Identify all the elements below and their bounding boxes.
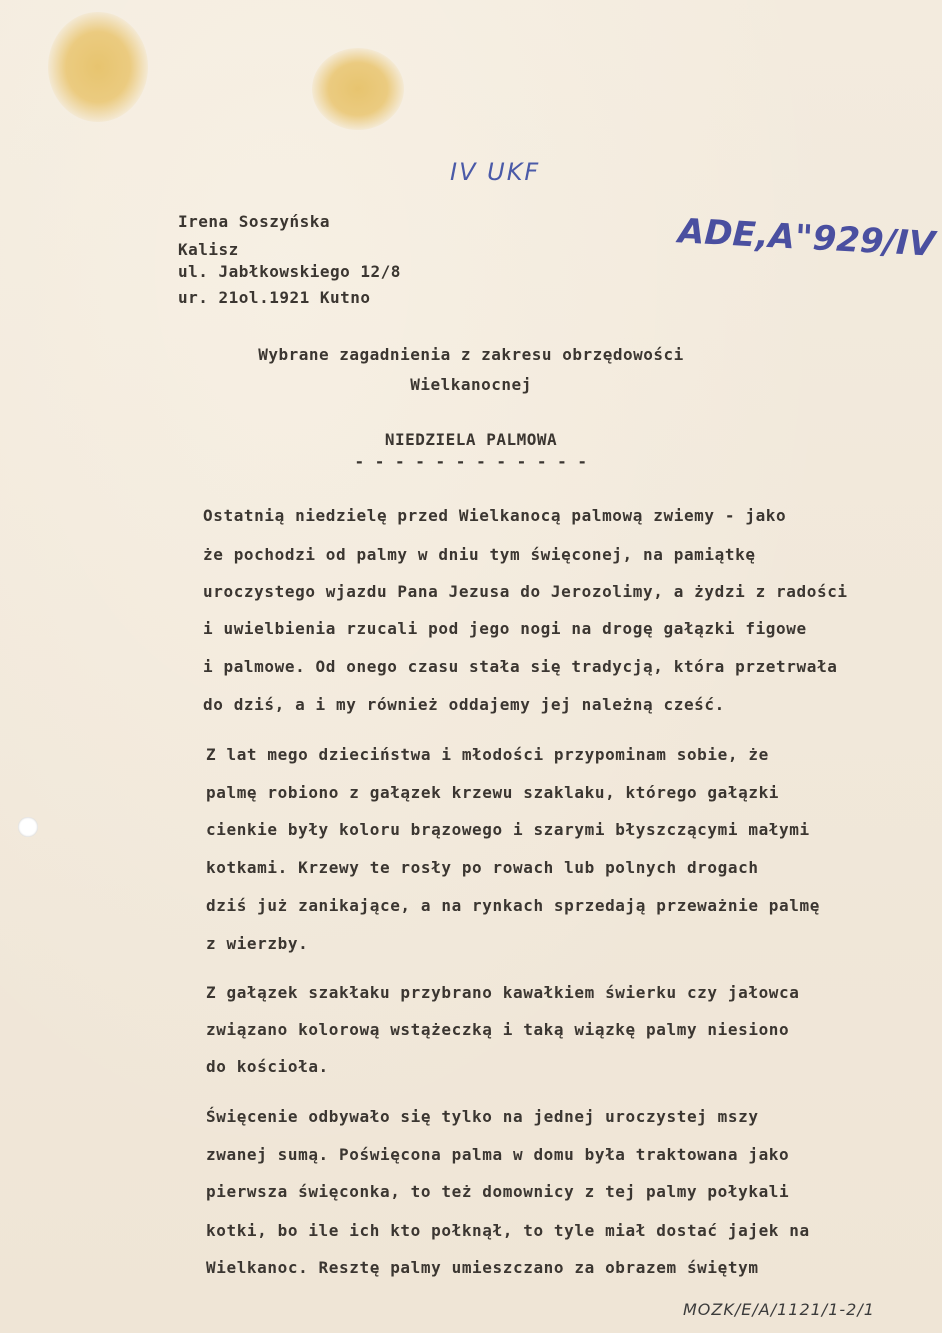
archive-reference: MOZK/E/A/1121/1-2/1 <box>683 1300 875 1319</box>
body-line: i uwielbienia rzucali pod jego nogi na drogę gałązki figowe <box>203 619 807 638</box>
stain-mark <box>312 48 404 130</box>
document-title-line2: Wielkanocnej <box>410 375 532 394</box>
body-line: Wielkanoc. Resztę palmy umieszczano za obrazem świętym <box>206 1258 759 1277</box>
author-city: Kalisz <box>178 240 239 259</box>
document-title-line1: Wybrane zagadnienia z zakresu obrzędowości <box>258 345 684 364</box>
body-line: dziś już zanikające, a na rynkach sprzedają przeważnie palmę <box>206 896 820 915</box>
stain-mark <box>48 12 148 122</box>
handwritten-archive-mark: ADE,A"929/IV <box>677 211 936 265</box>
body-line: Ostatnią niedzielę przed Wielkanocą palmową zwiemy - jako <box>203 506 787 525</box>
body-line: do kościoła. <box>206 1057 329 1076</box>
body-line: do dziś, a i my również oddajemy jej należną cześć. <box>203 695 725 714</box>
handwritten-note: IV UKF <box>450 158 541 186</box>
body-line: zwanej sumą. Poświęcona palma w domu była traktowana jako <box>206 1145 790 1164</box>
body-line: kotki, bo ile ich kto połknął, to tyle miał dostać jajek na <box>206 1221 810 1240</box>
body-line: pierwsza święconka, to też domownicy z tej palmy połykali <box>206 1182 790 1201</box>
body-line: Z lat mego dzieciństwa i młodości przypominam sobie, że <box>206 745 769 764</box>
body-line: Z gałązek szakłaku przybrano kawałkiem świerku czy jałowca <box>206 983 800 1002</box>
punch-hole <box>18 817 38 837</box>
author-street: ul. Jabłkowskiego 12/8 <box>178 262 401 281</box>
body-line: uroczystego wjazdu Pana Jezusa do Jerozolimy, a żydzi z radości <box>203 582 848 601</box>
author-name: Irena Soszyńska <box>178 212 330 231</box>
body-line: i palmowe. Od onego czasu stała się tradycją, która przetrwała <box>203 657 838 676</box>
body-line: kotkami. Krzewy te rosły po rowach lub polnych drogach <box>206 858 759 877</box>
body-line: Święcenie odbywało się tylko na jednej uroczystej mszy <box>206 1107 759 1126</box>
body-line: związano kolorową wstążeczką i taką wiązkę palmy niesiono <box>206 1020 790 1039</box>
body-line: cienkie były koloru brązowego i szarymi błyszczącymi małymi <box>206 820 810 839</box>
section-underline: - - - - - - - - - - - - <box>354 452 588 471</box>
body-line: palmę robiono z gałązek krzewu szaklaku, którego gałązki <box>206 783 780 802</box>
body-line: że pochodzi od palmy w dniu tym święconej, na pamiątkę <box>203 545 756 564</box>
section-heading: NIEDZIELA PALMOWA <box>384 430 558 449</box>
author-birth: ur. 21ol.1921 Kutno <box>178 288 371 307</box>
body-line: z wierzby. <box>206 934 309 953</box>
